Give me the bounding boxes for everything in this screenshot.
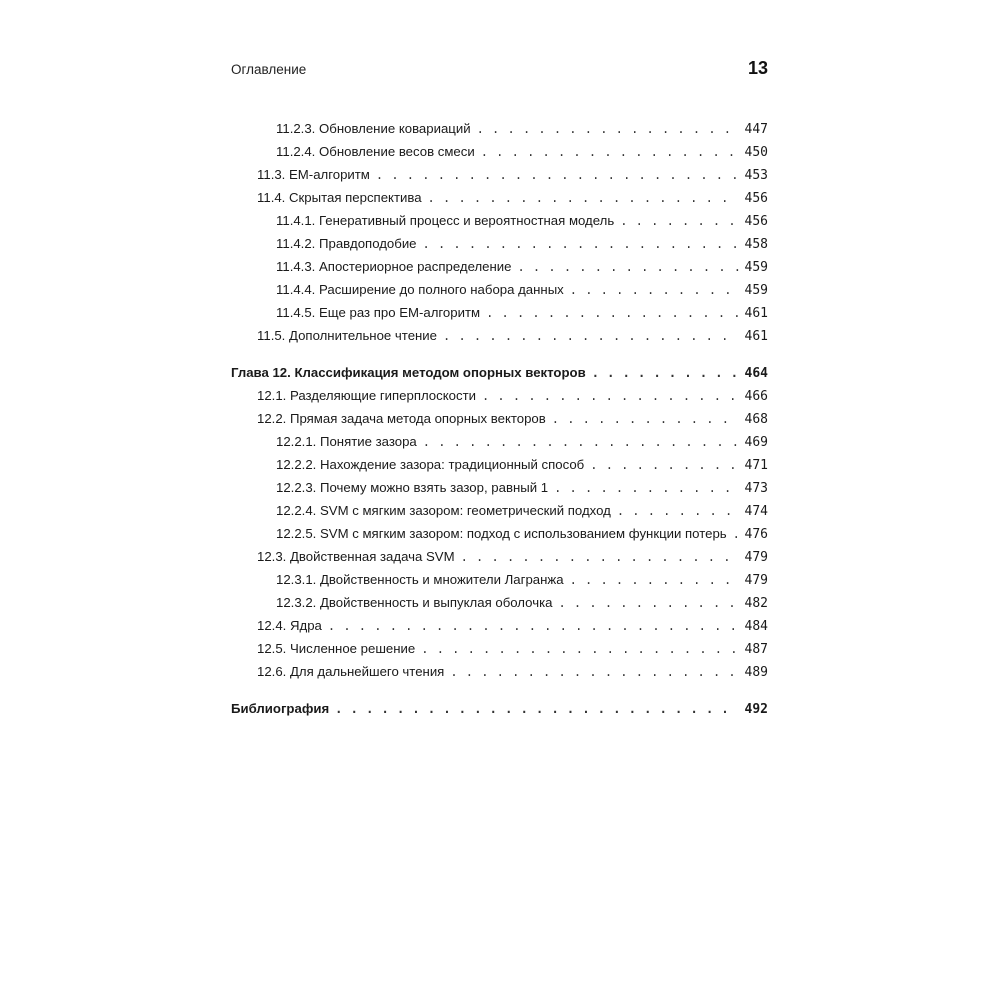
toc-entry[interactable] <box>231 255 768 278</box>
toc-entry[interactable] <box>231 186 768 209</box>
toc-entry[interactable] <box>231 407 768 430</box>
dot-leader <box>517 256 738 279</box>
dot-leader <box>570 279 739 302</box>
toc-entry-page: 489 <box>744 665 768 680</box>
dot-leader <box>461 546 739 569</box>
toc-entry-title: 11.2.4. Обновление весов смеси <box>276 144 475 159</box>
toc-entry-page: 456 <box>744 191 768 206</box>
toc-entry[interactable] <box>231 324 768 347</box>
dot-leader <box>423 233 739 256</box>
toc-entry[interactable] <box>231 384 768 407</box>
toc-entry[interactable] <box>231 637 768 660</box>
toc-entry-page: 450 <box>744 145 768 160</box>
toc-entry-page: 473 <box>744 481 768 496</box>
dot-leader <box>428 187 739 210</box>
dot-leader <box>443 325 739 348</box>
toc-entry-page: 468 <box>744 412 768 427</box>
dot-leader <box>423 431 739 454</box>
toc-entry-page: 469 <box>744 435 768 450</box>
toc-entry-title: 11.4.1. Генеративный процесс и вероятностная модель <box>276 213 615 228</box>
dot-leader <box>328 615 739 638</box>
toc-entry-title: 12.1. Разделяющие гиперплоскости <box>257 388 476 403</box>
toc-entry-title: 12.2.2. Нахождение зазора: традиционный способ <box>276 457 585 472</box>
toc-bibliography-title: Библиография <box>231 701 330 716</box>
dot-leader <box>421 638 738 661</box>
page-number: 13 <box>747 58 768 78</box>
toc-entry-title: 12.2.4. SVM с мягким зазором: геометрический подход <box>276 503 611 518</box>
toc-entry-title: 11.3. EM-алгоритм <box>257 167 370 182</box>
toc-entry-title: 12.3. Двойственная задача SVM <box>257 549 455 564</box>
toc-entry-page: 471 <box>744 458 768 473</box>
toc-entry-page: 447 <box>744 122 768 137</box>
toc-entry-title: 11.4.2. Правдоподобие <box>276 236 417 251</box>
toc-entry[interactable] <box>231 591 768 614</box>
running-head: Оглавление <box>231 62 307 77</box>
toc-entry[interactable] <box>231 430 768 453</box>
toc-entry-page: 479 <box>744 573 768 588</box>
toc-entry[interactable] <box>231 209 768 232</box>
dot-leader <box>335 698 738 721</box>
toc-entry[interactable] <box>231 476 768 499</box>
dot-leader <box>592 362 739 385</box>
toc-entry-title: 12.3.2. Двойственность и выпуклая оболочка <box>276 595 553 610</box>
toc-entry-page: 479 <box>744 550 768 565</box>
toc-entry-title: 11.4. Скрытая перспектива <box>257 190 422 205</box>
toc-entry-title: 11.5. Дополнительное чтение <box>257 328 438 343</box>
toc-entry-page: 459 <box>744 260 768 275</box>
toc-entry-title: 12.2.1. Понятие зазора <box>276 434 417 449</box>
toc-entry[interactable] <box>231 614 768 637</box>
dot-leader <box>617 500 739 523</box>
toc-entry-title: 12.4. Ядра <box>257 618 322 633</box>
dot-leader <box>620 210 738 233</box>
toc-entry[interactable] <box>231 545 768 568</box>
dot-leader <box>486 302 738 325</box>
toc-entry-page: 466 <box>744 389 768 404</box>
dot-leader <box>552 408 739 431</box>
toc-entry-title: 12.6. Для дальнейшего чтения <box>257 664 445 679</box>
toc-entry[interactable] <box>231 301 768 324</box>
dot-leader <box>477 118 739 141</box>
toc-entry-page: 461 <box>744 329 768 344</box>
toc-entry[interactable] <box>231 568 768 591</box>
dot-leader <box>554 477 738 500</box>
toc-entry-title: 12.3.1. Двойственность и множители Лагранжа <box>276 572 564 587</box>
toc-entry-page: 461 <box>744 306 768 321</box>
dot-leader <box>590 454 738 477</box>
toc-entry-page: 458 <box>744 237 768 252</box>
section-gap <box>231 347 768 361</box>
toc-entry-page: 459 <box>744 283 768 298</box>
toc-entry[interactable] <box>231 660 768 683</box>
toc-bibliography-entry[interactable] <box>231 697 768 720</box>
dot-leader <box>481 141 739 164</box>
toc-entry-title: 11.4.5. Еще раз про EM-алгоритм <box>276 305 481 320</box>
toc-bibliography-page: 492 <box>744 702 768 717</box>
toc-entry-title: 11.2.3. Обновление ковариаций <box>276 121 471 136</box>
toc-entry[interactable] <box>231 499 768 522</box>
dot-leader <box>570 569 739 592</box>
table-of-contents <box>231 117 768 720</box>
section-gap <box>231 683 768 697</box>
toc-entry[interactable] <box>231 140 768 163</box>
toc-entry-title: 11.4.4. Расширение до полного набора данных <box>276 282 564 297</box>
toc-entry-title: 12.5. Численное решение <box>257 641 416 656</box>
toc-entry[interactable] <box>231 232 768 255</box>
dot-leader <box>450 661 738 684</box>
toc-chapter-title: Глава 12. Классификация методом опорных векторов <box>231 365 586 380</box>
dot-leader <box>558 592 738 615</box>
toc-entry-page: 474 <box>744 504 768 519</box>
toc-chapter-entry[interactable] <box>231 361 768 384</box>
toc-chapter-page: 464 <box>744 366 768 381</box>
toc-entry[interactable] <box>231 117 768 140</box>
dot-leader <box>376 164 739 187</box>
toc-entry-title: 12.2.3. Почему можно взять зазор, равный 1 <box>276 480 549 495</box>
toc-entry-page: 453 <box>744 168 768 183</box>
toc-entry-title: 12.2. Прямая задача метода опорных векторов <box>257 411 546 426</box>
toc-entry-title: 11.4.3. Апостериорное распределение <box>276 259 512 274</box>
toc-entry[interactable] <box>231 453 768 476</box>
toc-entry[interactable] <box>231 522 768 545</box>
toc-entry[interactable] <box>231 278 768 301</box>
toc-entry-page: 476 <box>744 527 768 542</box>
toc-entry-page: 487 <box>744 642 768 657</box>
toc-entry-title: 12.2.5. SVM с мягким зазором: подход с использованием функции потерь <box>276 526 727 541</box>
toc-entry-page: 482 <box>744 596 768 611</box>
toc-entry[interactable] <box>231 163 768 186</box>
toc-entry-page: 456 <box>744 214 768 229</box>
toc-entry-page: 484 <box>744 619 768 634</box>
dot-leader <box>482 385 739 408</box>
